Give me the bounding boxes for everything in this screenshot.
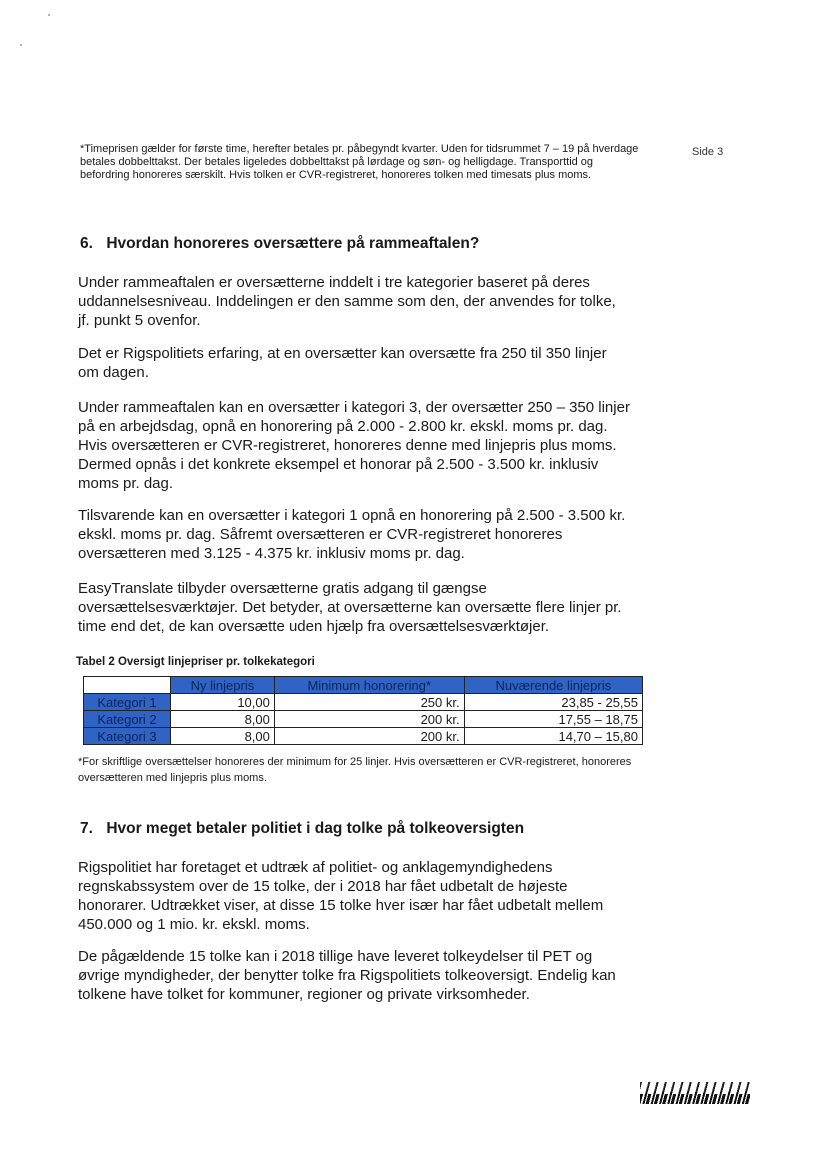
section-7-paragraph-2: De pågældende 15 tolke kan i 2018 tillige have leveret tolkeydelser til PET og øvrige myndigheder, der benytter tolke fra Rigspolitiets tolkeoversigt. Endelig kan tolkene have tolket for kommuner, regioner og private virksomheder.: [78, 948, 616, 1003]
page-number: Side 3: [692, 146, 724, 158]
new-price-cell: 8,00: [171, 711, 275, 728]
section-6-paragraph-1: Under rammeaftalen er oversætterne inddelt i tre kategorier baseret på deres uddannelsesniveau. Inddelingen er den samme som den, der anvendes for tolke, jf. punkt 5 ovenfor.: [78, 274, 616, 329]
section-6-paragraph-2: Det er Rigspolitiets erfaring, at en oversætter kan oversætte fra 250 til 350 linjer om dagen.: [78, 345, 607, 381]
category-cell: Kategori 1: [84, 694, 171, 711]
header-new-line-price: Ny linjepris: [171, 677, 275, 694]
category-cell: Kategori 2: [84, 711, 171, 728]
barcode-thin-stripes: [640, 1082, 750, 1092]
section-7-heading: [80, 820, 524, 838]
section-7-paragraph-1: Rigspolitiet har foretaget et udtræk af politiet- og anklagemyndighedens regnskabssystem over de 15 tolke, der i 2018 har fået udbetalt de højeste honorarer. Udtrækket viser, at disse 15 tolke hver især har fået udbetalt mellem 450.000 og 1 mio. kr. ekskl. moms.: [78, 859, 604, 933]
table-header-row: [84, 677, 643, 694]
header-current-line-price: Nuværende linjepris: [464, 677, 642, 694]
section-title: Hvor meget betaler politiet i dag tolke på tolkeoversigten: [106, 820, 525, 837]
rates-table: [83, 676, 643, 745]
section-title: Hvordan honoreres oversættere på rammeaftalen?: [106, 235, 480, 252]
new-price-cell: 10,00: [171, 694, 275, 711]
table-row: [84, 694, 643, 711]
minimum-fee-cell: 200 kr.: [274, 711, 464, 728]
current-price-cell: 14,70 – 15,80: [464, 728, 642, 745]
timeprice-footnote: *Timeprisen gælder for første time, herefter betales pr. påbegyndt kvarter. Uden for tidsrummet 7 – 19 på hverdage betales dobbelttakst. Der betales ligeledes dobbelttakst på lørdage og søn- og helligdage. Transporttid og befordring honoreres særskilt. Hvis tolken er CVR-registreret, honoreres tolken med timesats plus moms.: [80, 143, 639, 181]
table-caption: Tabel 2 Oversigt linjepriser pr. tolkekategori: [76, 656, 315, 668]
table-row: [84, 728, 643, 745]
category-cell: Kategori 3: [84, 728, 171, 745]
barcode-mark: [640, 1082, 750, 1104]
section-6-heading: [80, 235, 479, 253]
minimum-fee-cell: 250 kr.: [274, 694, 464, 711]
scan-speck: [48, 14, 50, 16]
barcode-thick-stripes: [640, 1094, 750, 1104]
section-6-paragraph-3: Under rammeaftalen kan en oversætter i kategori 3, der oversætter 250 – 350 linjer på en arbejdsdag, opnå en honorering på 2.000 - 2.800 kr. ekskl. moms pr. dag. Hvis oversætteren er CVR-registreret, honoreres denne med linjepris plus moms. Dermed opnås i det konkrete eksempel et honorar på 2.500 - 3.500 kr. inklusiv moms pr. dag.: [78, 399, 630, 492]
section-number: 7.: [80, 820, 93, 837]
section-6-paragraph-5: EasyTranslate tilbyder oversætterne gratis adgang til gængse oversættelsesværktøjer. Det betyder, at oversætterne kan oversætte flere linjer pr. time end det, de kan oversætte uden hjælp fra oversættelsesværktøjer.: [78, 580, 622, 635]
current-price-cell: 17,55 – 18,75: [464, 711, 642, 728]
new-price-cell: 8,00: [171, 728, 275, 745]
header-corner: [84, 677, 171, 694]
section-6-paragraph-4: Tilsvarende kan en oversætter i kategori 1 opnå en honorering på 2.500 - 3.500 kr. ekskl. moms pr. dag. Såfremt oversætteren er CVR-registreret honoreres oversætteren med 3.125 - 4.375 kr. inklusiv moms pr. dag.: [78, 507, 626, 562]
current-price-cell: 23,85 - 25,55: [464, 694, 642, 711]
table-footnote: *For skriftlige oversættelser honoreres der minimum for 25 linjer. Hvis oversætteren er CVR-registreret, honoreres oversætteren med linjepris plus moms.: [78, 756, 632, 784]
minimum-fee-cell: 200 kr.: [274, 728, 464, 745]
section-number: 6.: [80, 235, 93, 252]
scan-speck: [20, 44, 22, 46]
header-minimum-fee: Minimum honorering*: [274, 677, 464, 694]
table-row: [84, 711, 643, 728]
